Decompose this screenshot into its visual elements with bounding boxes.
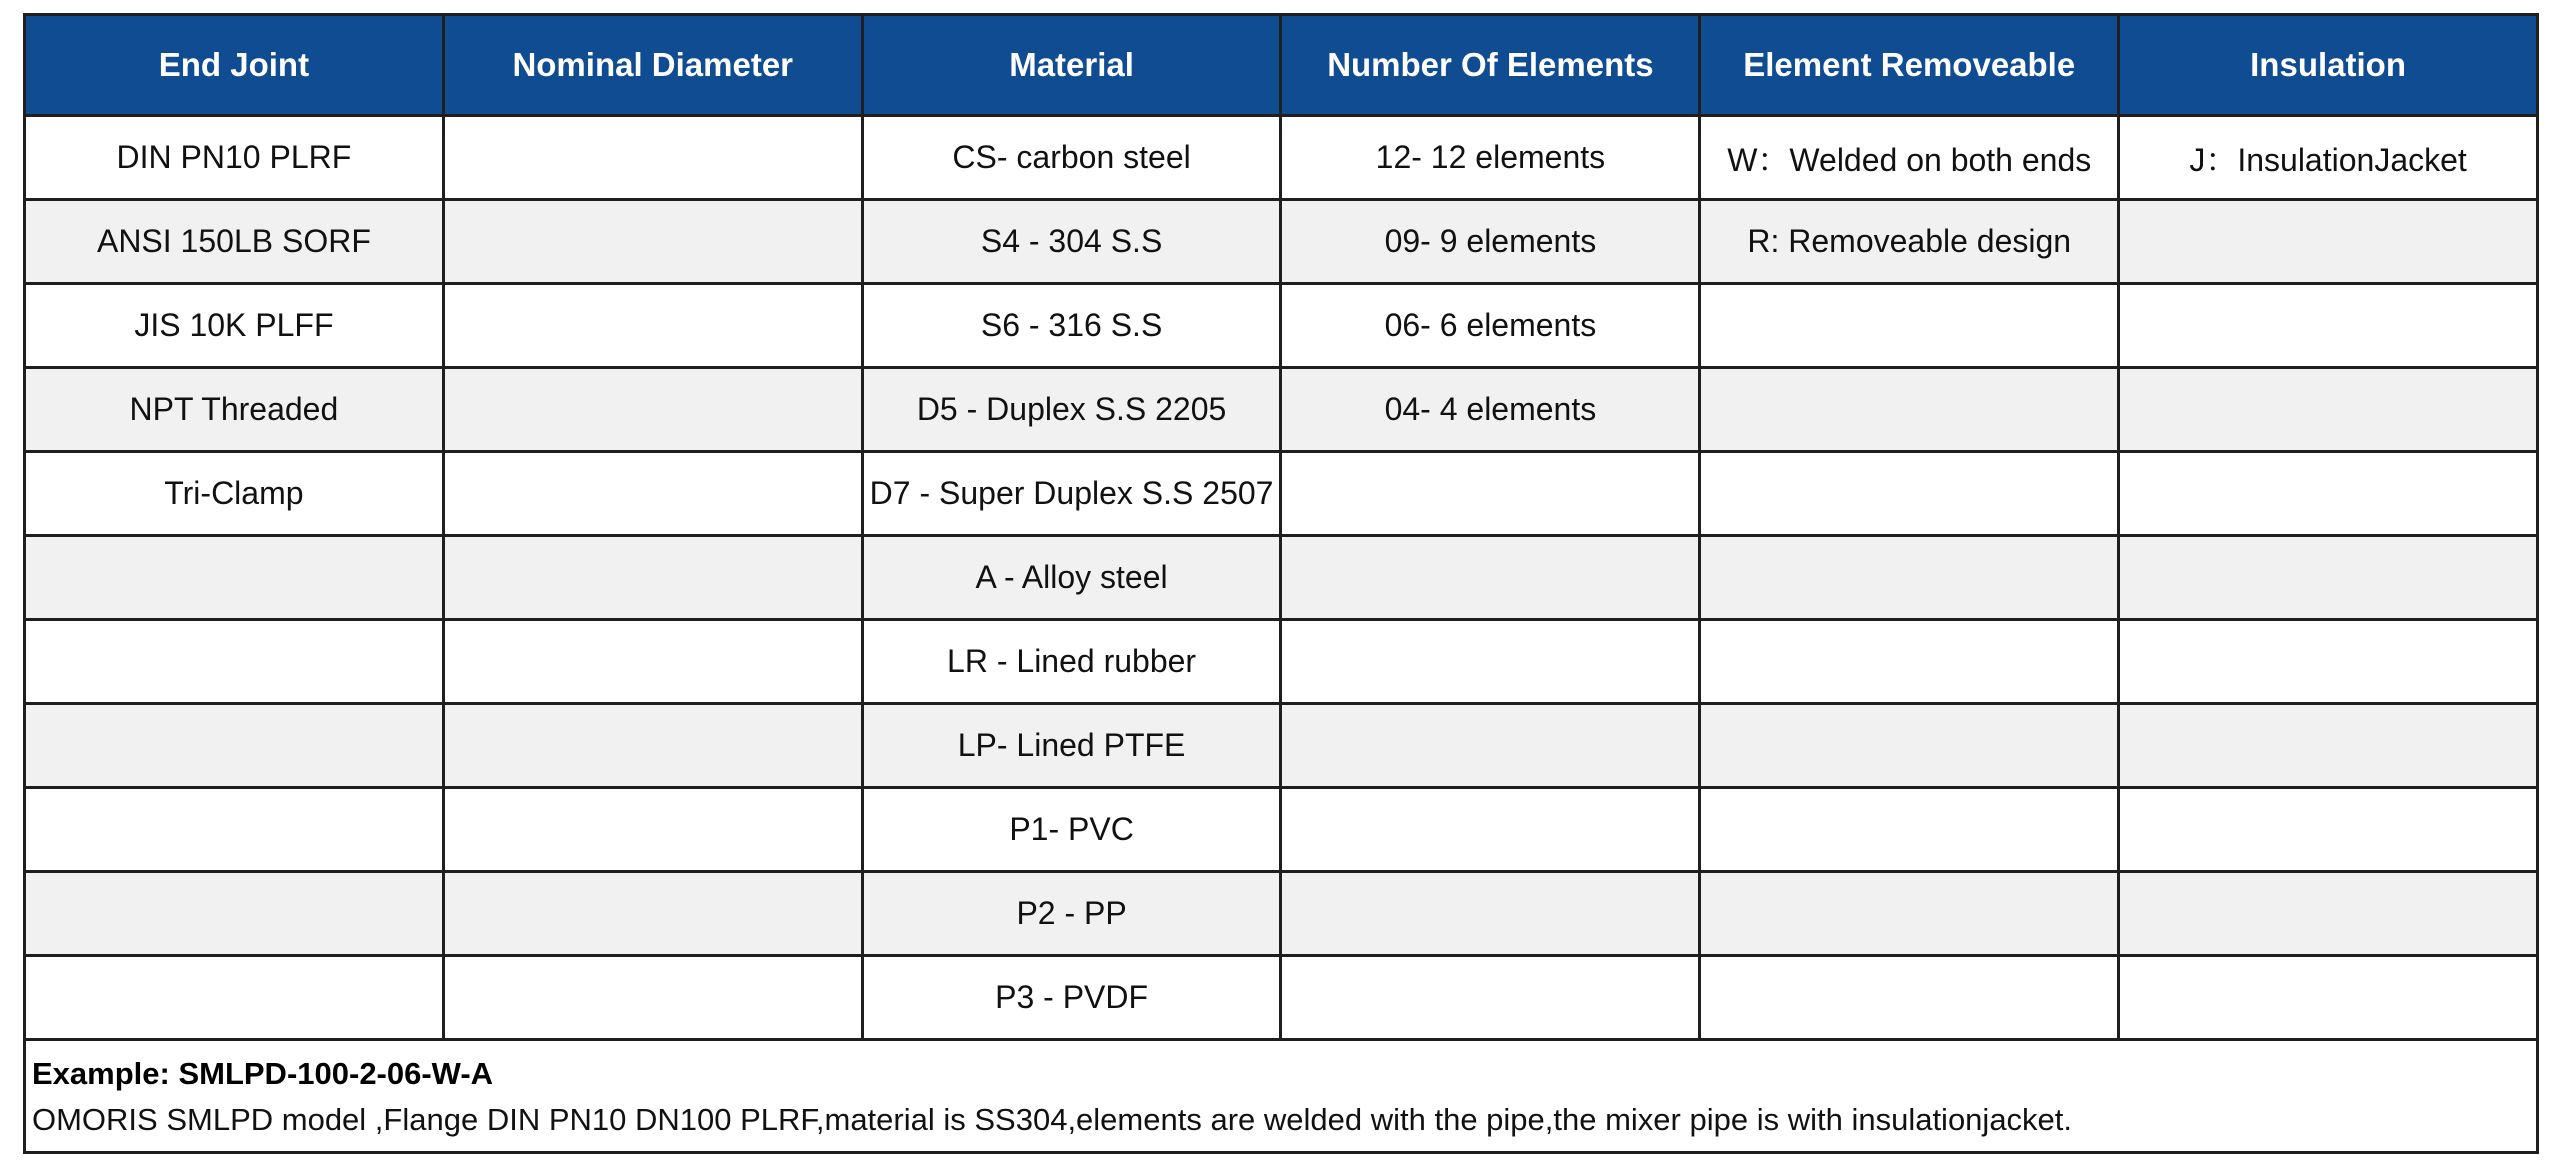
cell-material: A - Alloy steel bbox=[862, 536, 1281, 620]
table-row bbox=[25, 620, 2538, 704]
model-code-table bbox=[23, 13, 2539, 1041]
cell-material: S4 - 304 S.S bbox=[862, 200, 1281, 284]
cell-element-removeable bbox=[1700, 956, 2119, 1040]
cell-element-removeable bbox=[1700, 536, 2119, 620]
cell-number-of-elements: 04- 4 elements bbox=[1281, 368, 1700, 452]
header-end-joint: End Joint bbox=[25, 15, 444, 116]
cell-number-of-elements: 06- 6 elements bbox=[1281, 284, 1700, 368]
cell-number-of-elements bbox=[1281, 872, 1700, 956]
cell-insulation: J：InsulationJacket bbox=[2119, 116, 2538, 200]
cell-end-joint: DIN PN10 PLRF bbox=[25, 116, 444, 200]
cell-element-removeable bbox=[1700, 872, 2119, 956]
cell-number-of-elements: 12- 12 elements bbox=[1281, 116, 1700, 200]
cell-nominal-diameter bbox=[443, 116, 862, 200]
cell-number-of-elements bbox=[1281, 704, 1700, 788]
cell-material: P1- PVC bbox=[862, 788, 1281, 872]
header-nominal-diameter: Nominal Diameter bbox=[443, 15, 862, 116]
header-insulation: Insulation bbox=[2119, 15, 2538, 116]
cell-number-of-elements: 09- 9 elements bbox=[1281, 200, 1700, 284]
table-row bbox=[25, 452, 2538, 536]
cell-end-joint: Tri-Clamp bbox=[25, 452, 444, 536]
cell-element-removeable: R: Removeable design bbox=[1700, 200, 2119, 284]
cell-number-of-elements bbox=[1281, 956, 1700, 1040]
cell-material: LR - Lined rubber bbox=[862, 620, 1281, 704]
cell-insulation bbox=[2119, 368, 2538, 452]
table-body bbox=[25, 116, 2538, 1040]
table-row bbox=[25, 536, 2538, 620]
cell-insulation bbox=[2119, 704, 2538, 788]
cell-insulation bbox=[2119, 200, 2538, 284]
cell-number-of-elements bbox=[1281, 788, 1700, 872]
cell-material: P2 - PP bbox=[862, 872, 1281, 956]
cell-end-joint bbox=[25, 704, 444, 788]
cell-material: D7 - Super Duplex S.S 2507 bbox=[862, 452, 1281, 536]
cell-nominal-diameter bbox=[443, 872, 862, 956]
cell-nominal-diameter bbox=[443, 704, 862, 788]
cell-element-removeable bbox=[1700, 452, 2119, 536]
example-description: OMORIS SMLPD model ,Flange DIN PN10 DN100 PLRF,material is SS304,elements are welded with the pipe,the mixer pipe is with insulationjacket. bbox=[32, 1102, 2073, 1137]
cell-end-joint bbox=[25, 788, 444, 872]
cell-insulation bbox=[2119, 788, 2538, 872]
cell-nominal-diameter bbox=[443, 284, 862, 368]
cell-end-joint: NPT Threaded bbox=[25, 368, 444, 452]
cell-element-removeable bbox=[1700, 620, 2119, 704]
cell-nominal-diameter bbox=[443, 788, 862, 872]
cell-material: D5 - Duplex S.S 2205 bbox=[862, 368, 1281, 452]
cell-element-removeable bbox=[1700, 788, 2119, 872]
header-row bbox=[25, 15, 2538, 116]
header-element-removeable: Element Removeable bbox=[1700, 15, 2119, 116]
cell-insulation bbox=[2119, 284, 2538, 368]
cell-element-removeable bbox=[1700, 284, 2119, 368]
cell-nominal-diameter bbox=[443, 452, 862, 536]
cell-nominal-diameter bbox=[443, 620, 862, 704]
table-header bbox=[25, 15, 2538, 116]
cell-number-of-elements bbox=[1281, 536, 1700, 620]
table-row bbox=[25, 704, 2538, 788]
table-row bbox=[25, 284, 2538, 368]
spec-sheet bbox=[23, 13, 2539, 1154]
cell-insulation bbox=[2119, 620, 2538, 704]
table-row bbox=[25, 368, 2538, 452]
cell-insulation bbox=[2119, 872, 2538, 956]
cell-end-joint bbox=[25, 536, 444, 620]
cell-nominal-diameter bbox=[443, 200, 862, 284]
cell-material: S6 - 316 S.S bbox=[862, 284, 1281, 368]
table-row bbox=[25, 872, 2538, 956]
cell-nominal-diameter bbox=[443, 956, 862, 1040]
cell-insulation bbox=[2119, 956, 2538, 1040]
cell-number-of-elements bbox=[1281, 452, 1700, 536]
cell-end-joint: ANSI 150LB SORF bbox=[25, 200, 444, 284]
cell-end-joint bbox=[25, 620, 444, 704]
example-title: Example: SMLPD-100-2-06-W-A bbox=[32, 1056, 494, 1091]
cell-nominal-diameter bbox=[443, 368, 862, 452]
table-row bbox=[25, 200, 2538, 284]
cell-element-removeable: W：Welded on both ends bbox=[1700, 116, 2119, 200]
cell-end-joint bbox=[25, 956, 444, 1040]
cell-material: LP- Lined PTFE bbox=[862, 704, 1281, 788]
table-row bbox=[25, 788, 2538, 872]
cell-insulation bbox=[2119, 536, 2538, 620]
cell-insulation bbox=[2119, 452, 2538, 536]
header-material: Material bbox=[862, 15, 1281, 116]
header-number-of-elements: Number Of Elements bbox=[1281, 15, 1700, 116]
cell-material: P3 - PVDF bbox=[862, 956, 1281, 1040]
cell-number-of-elements bbox=[1281, 620, 1700, 704]
table-row bbox=[25, 116, 2538, 200]
table-row bbox=[25, 956, 2538, 1040]
cell-nominal-diameter bbox=[443, 536, 862, 620]
cell-element-removeable bbox=[1700, 704, 2119, 788]
cell-material: CS- carbon steel bbox=[862, 116, 1281, 200]
cell-end-joint: JIS 10K PLFF bbox=[25, 284, 444, 368]
cell-end-joint bbox=[25, 872, 444, 956]
cell-element-removeable bbox=[1700, 368, 2119, 452]
example-section bbox=[23, 1041, 2539, 1154]
